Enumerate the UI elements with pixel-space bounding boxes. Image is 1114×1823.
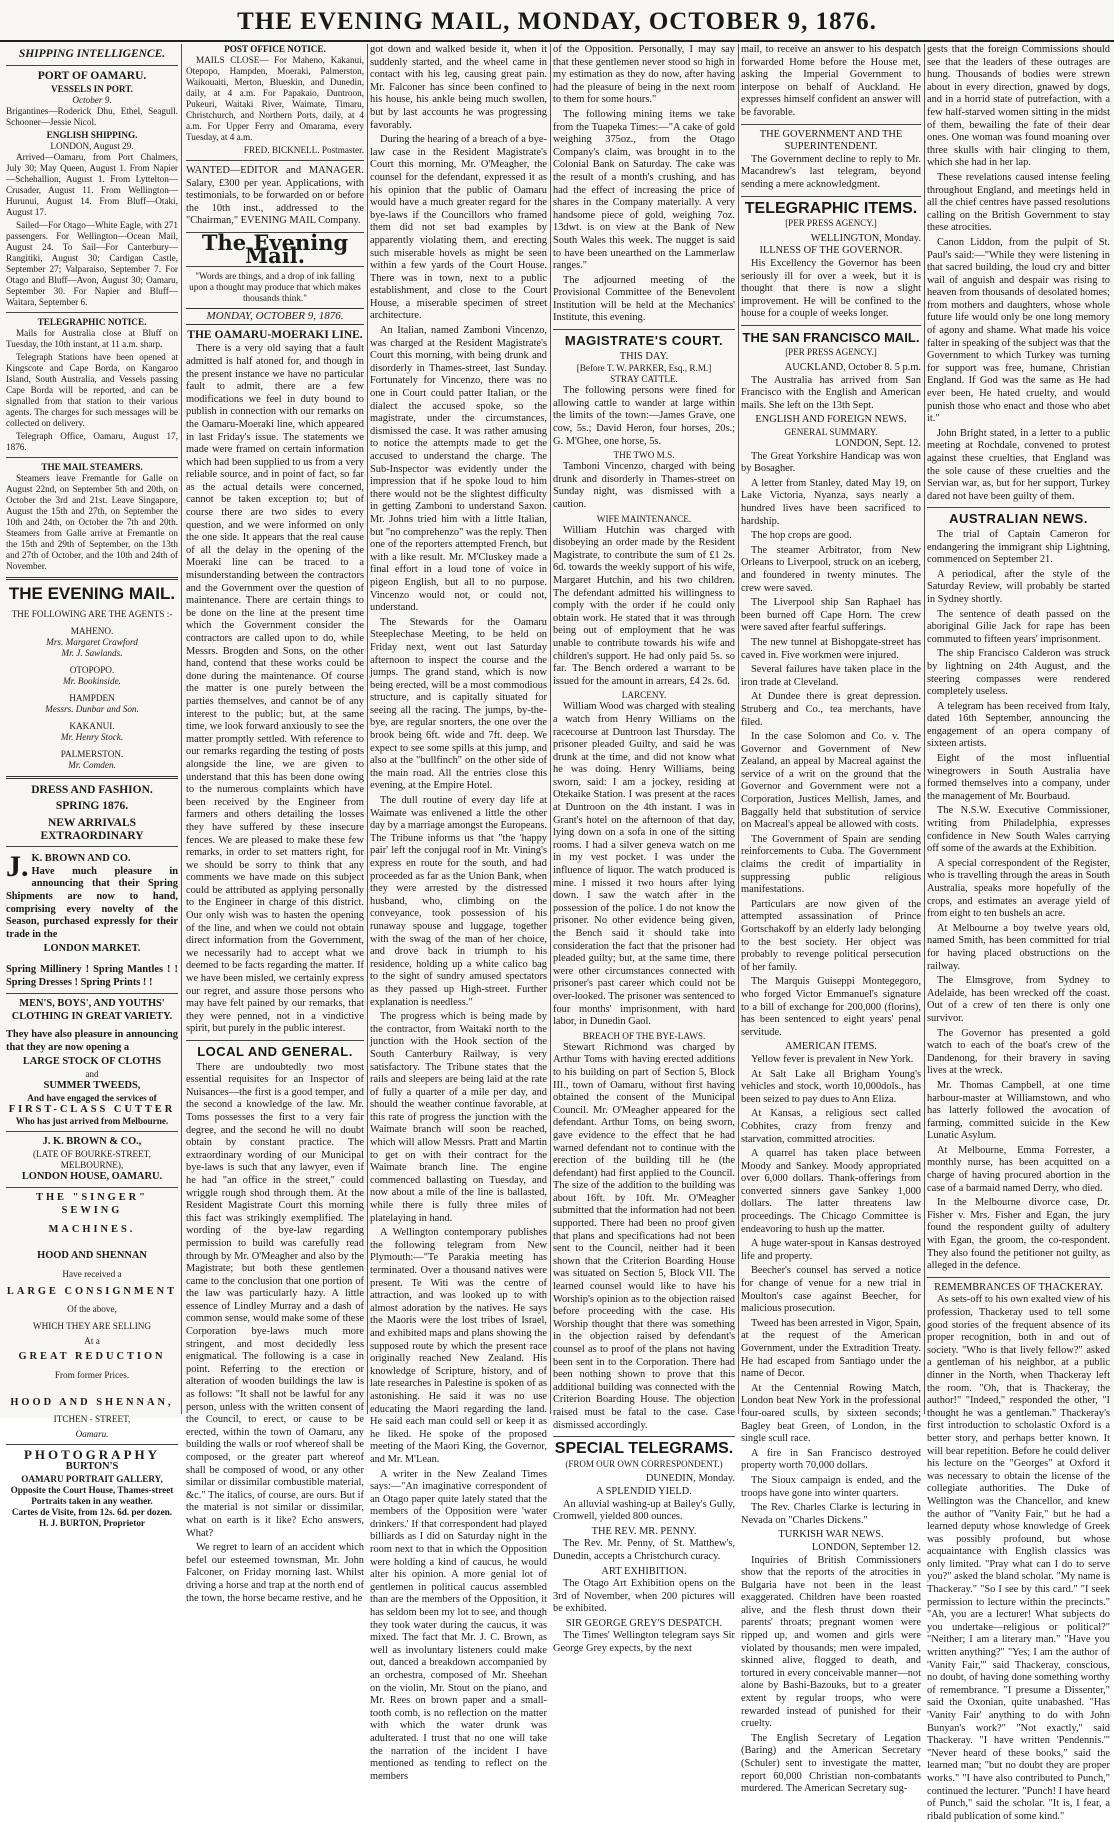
vessels-text: Brigantines—Roderick Dhu, Ethel, Seagull. Schooner—Jessie Nicol.: [6, 106, 178, 128]
agent-town: OTOPOPO.: [69, 664, 115, 675]
agent-name: Messrs. Dunbar and Son.: [45, 703, 139, 714]
san-francisco-text: The Australia has arrived from San Francisco with the English and American mails. She left on the 13th Sept.: [741, 374, 921, 411]
english-shipping-heading: ENGLISH SHIPPING.: [46, 130, 138, 141]
of-above: Of the above,: [67, 1304, 117, 1315]
american-item: The Rev. Charles Clarke is lecturing in Nevada on "Charles Dickens.": [741, 1502, 921, 1526]
london-market: LONDON MARKET.: [43, 943, 141, 955]
american-item: At Salt Lake all Brigham Young's vehicles and stock, worth 10,000dols., has been seized to pay dues to Ann Eliza.: [741, 1068, 921, 1105]
agent-town: HAMPDEN: [69, 692, 115, 703]
telegraphic-notice-text2: Telegraph Stations have been opened at Kingscote and Cape Borda, on Kangaroo Island, South Australia, and Vessels passing Cape Borda will be reported, and can be signalled from that station to their various agents. The charges for such messages will be collected on delivery.: [6, 352, 178, 429]
agent-name: Mr. J. Sawlands.: [61, 647, 123, 658]
australian-item: The ship Francisco Calderon was struck by lightning on 24th August, and the steering compasses were rendered completely useless.: [927, 648, 1110, 698]
press-agency: [PER PRESS AGENCY.]: [785, 347, 877, 358]
news-item: Particulars are now given of the attempted assassination of Prince Gortschakoff by an elderly lady belonging to the best society. Her object was probably to revenge political persecution of her family.: [741, 898, 921, 973]
article-paragraph: During the hearing of a breach of a bye-law case in the Resident Magistrate's Court this morning, Mr. O'Meagher, the counsel for the defendant, expressed it as his opinion that the public of Oamaru would have a much greater regard for the bye-laws if the Councillors who framed them did not set bad examples by apparently violating them, and erecting such miserable hovels as might be seen within a few yards of the Court House. There was in town, next to a public establishment, and close to the Court House, a miserable specimen of street architecture.: [370, 134, 547, 322]
port-heading: PORT OF OAMARU.: [37, 69, 147, 82]
australian-item: Mr. Thomas Campbell, at one time harbour-master at Williamstown, and who has latterly followed the avocation of farming, committed suicide in the Kew Lunatic Asylum.: [927, 1079, 1110, 1142]
hood-shennan-1: HOOD AND SHENNAN: [37, 1250, 147, 1262]
splendid-yield-heading: A SPLENDID YIELD.: [596, 1485, 692, 1497]
agent-name: Mr. Bookinside.: [63, 675, 121, 686]
masthead: [0, 0, 1114, 42]
article-paragraph: A Wellington contemporary publishes the following telegram from New Plymouth:—"Te Parakia meeting has terminated. Over a thousand natives were present. Te Witi was the centre of attraction, and was looked up to with almost adoration by the natives. He says the Maoris were the lost tribes of Israel, and exhibited maps and plans showing the supposed route by which the present race originally reached New Zealand. His knowledge of Scripture, history, and of late researches in Palestine is spoken of as astonishing. He said it was no use educating the Maori regarding the land. He said each man could sell or keep it as he liked. He spoke of the proposed meeting of the Maori King, the Governor, and Mr. M'Lean.: [370, 1227, 547, 1465]
government-text: The Government decline to reply to Mr. Macandrew's last telegram, beyond sending a mere acknowledgment.: [741, 153, 921, 190]
motto: "Words are things, and a drop of ink falling upon a thought may produce that which makes thousands think.": [189, 271, 361, 304]
article-paragraph: A writer in the New Zealand Times says:—"An imaginative correspondent of an Otago paper quite lately stated that the members of the Opposition were 'water drinkers.' If that correspondent had played billiards as I did on Saturday night in the room next to that in which the Opposition were holding a kind of caucus, he would alter his opinion. A more genial lot of gentlemen in political caucus assembled than are the members of the Opposition, it has seldom been my lot to see, and though they took water during the caucus, it was mixed. The fact that Mr. J. C. Brown, as well as involuntary listeners could make out, danced a breakdown accompanied by an orchestra, composed of Mr. Sheehan on the violin, Mr. Stout on the piano, and Mr. Rees on brown paper and a small-tooth comb, is no reflection on the matter with which the water drunk was adulterated. I trust that no one will take the narration of the incident I have mentioned as tending to reflect on the members: [370, 1468, 547, 1782]
australian-item: Eight of the most influential winegrowers in South Australia have formed themselves into a company, under the management of Mr. Bourbaud.: [927, 753, 1110, 802]
london-dateline: LONDON, Sept. 12.: [835, 438, 921, 450]
american-item: A huge water-spout in Kansas destroyed life and property.: [741, 1238, 921, 1262]
american-item: At the Centennial Rowing Match, London beat New York in the professional four-oared sculls, by sixteen seconds; Bagley beat Green, of London, in the single scull race.: [741, 1382, 921, 1445]
vessels-heading: VESSELS IN PORT.: [51, 84, 133, 95]
oamaru-town: Oamaru.: [75, 1428, 109, 1439]
gallery: OAMARU PORTRAIT GALLERY,: [21, 1473, 163, 1484]
shipping-heading: SHIPPING INTELLIGENCE.: [18, 48, 166, 60]
article-paragraph: got down and walked beside it, when it suddenly started, and the wheel came in contact with his leg, causing great pain. Mr. Falconer has since been confined to his house, his ankle being much swollen, but by last accounts he was progressing favorably.: [370, 44, 547, 131]
american-item: The Sioux campaign is ended, and the troops have gone into winter quarters.: [741, 1474, 921, 1499]
column-rule: [367, 44, 368, 1414]
hood-shennan-2: HOOD AND SHENNAN,: [10, 1397, 174, 1408]
vessels-date: October 9.: [72, 95, 112, 106]
dress-heading: DRESS AND FASHION.: [31, 783, 153, 796]
american-item: A quarrel has taken place between Moody and Sankey. Moody appropriated over 6,000 dollars. Thank-offerings from converted sinners gave Sankey 1,000 dollars. The latter threatens law proceedings. The Chicago Committee is endeavoring to hush up the matter.: [741, 1148, 921, 1235]
have-received: Have received a: [62, 1268, 122, 1279]
agents-heading: THE FOLLOWING ARE THE AGENTS :-: [11, 608, 173, 619]
news-item: At Dundee there is great depression. Struberg and Co., tea merchants, have filed.: [741, 691, 921, 728]
itchen-street: ITCHEN - STREET,: [53, 1413, 131, 1424]
news-item: Several failures have taken place in the iron trade at Cleveland.: [741, 664, 921, 688]
own-correspondent: (FROM OUR OWN CORRESPONDENT.): [565, 1458, 723, 1469]
agent-name: Mr. Comden.: [68, 759, 116, 770]
english-arrivals: Arrived—Oamaru, from Port Chalmers, July 30; May Queen, August 1. From Napier—Schehallion, August 1. From Lyttelton—Crusader, August 11. From Wellington—Hurunui, August 14. From Bluff—Otaki, August 17.: [6, 152, 178, 218]
machines-heading: MACHINES.: [48, 1223, 136, 1235]
mail-steamers-heading: THE MAIL STEAMERS.: [41, 462, 143, 473]
column-rule: [181, 44, 182, 1414]
american-item: Beecher's counsel has served a notice for change of venue for a new trial in Moulton's case against Beecher, for malicious prosecution.: [741, 1265, 921, 1315]
news-item: The Great Yorkshire Handicap was won by Bosagher.: [741, 450, 921, 475]
burton-sign: H. J. BURTON, Proprietor: [38, 1517, 145, 1528]
agent-town: PALMERSTON.: [60, 748, 124, 759]
breach-heading: BREACH OF THE BYE-LAWS.: [582, 1030, 706, 1041]
news-item: The Liverpool ship San Raphael has been burned off Cape Horn. The crew were saved after fearful sufferings.: [741, 597, 921, 634]
american-item: Tweed has been arrested in Vigor, Spain, at the request of the American Government, under the Extradition Treaty. He had escaped from Santiago under the name of Decor.: [741, 1317, 921, 1380]
news-item: The Government of Spain are sending reinforcements to Cuba. The Government claims the credit of impartiality in suppressing public religious manifestations.: [741, 833, 921, 896]
cutter-text: FIRST-CLASS CUTTER: [8, 1103, 176, 1115]
larceny-heading: LARCENY.: [621, 690, 667, 701]
oamaru-moeraki-heading: THE OAMARU-MOERAKI LINE.: [187, 328, 363, 341]
australian-item: At Melbourne a boy twelve years old, named Smith, has been committed for trial for having placed obstructions on the railway.: [927, 922, 1110, 972]
two-ms-text: Tamboni Vincenzo, charged with being drunk and disorderly in Thames-street on Sunday night, was dismissed with a caution.: [553, 461, 735, 510]
australian-item: The N.S.W. Executive Commissioner, writing from Philadelphia, expresses confidence in New South Wales carrying off some of the awards at the Exhibition.: [927, 805, 1110, 855]
mail-steamers-text: Steamers leave Fremantle for Galle on August 22nd, on September 5th and 20th, on October the 3rd and 21st. Leave Singapore, August the 15th and 27th, on September the 10th and 24th, on October the 7th and 20th. Steamers from Galle arrive at Fremantle on the 15th and 29th of September, on the 13th and 27th of October, and the 10th and 24th of November.: [6, 473, 178, 572]
local-general-heading: LOCAL AND GENERAL.: [197, 1044, 353, 1059]
wife-maintenance-text: William Hutchin was charged with disobeying an order made by the Resident Magistrate, to contribute the sum of £1 2s. 6d. towards the weekly support of his wife, Margaret Hutchin, and his two children. The defendant admitted his willingness to comply with the order if he could only obtain work. He stated that it was through being out of employment that he was unable to contribute towards his wife and children's support. He had only paid 5s. so far. The Bench ordered a warrant to be issued for the amount in arrears, £4 2s. 6d.: [553, 524, 735, 687]
general-summary: GENERAL SUMMARY.: [784, 427, 878, 438]
australian-item: The Governor has presented a gold watch to each of the boat's crew of the Dandenong, for their bravery in saving lives at the wreck.: [927, 1027, 1110, 1077]
wellington-dateline: WELLINGTON, Monday.: [810, 232, 921, 244]
government-heading: THE GOVERNMENT AND THE SUPERINTENDENT.: [759, 128, 903, 153]
dropcap-j: J.: [6, 850, 29, 884]
summer-tweeds: SUMMER TWEEDS,: [43, 1080, 141, 1092]
stray-cattle-text: The following persons were fined for allowing cattle to wander at large within the limits of the town:—James Grave, one cow, 5s.; David Heron, four horses, 20s.; G. M'Ghee, one horse, 5s.: [553, 385, 735, 447]
article-paragraph: Canon Liddon, from the pulpit of St. Paul's said:—"While they were listening in that sacred building, the loud cry and bitter wail of anguish and despair was rising to heaven from thousands of desolated homes; from mothers and daughters, whose whole future life would only be one long memory of agony and shame. What made his voice falter in speaking of the subject was that the Government to which Turkey was turning for support was free, humane, Christian England. If God was the same as He had ever been, He hated cruelty, and would punish those who enact and those who abet it.": [927, 236, 1110, 425]
telegraphic-notice-sign: Telegraph Office, Oamaru, August 17, 1876.: [6, 431, 178, 453]
article-paragraph: mail, to receive an answer to his despatch forwarded Home before the House met, asking the Imperial Government to interpose on behalf of Auckland. He expresses himself confident an answer will be favorable.: [741, 44, 921, 118]
magistrates-court-heading: MAGISTRATE'S COURT.: [564, 333, 724, 349]
article-paragraph: The progress which is being made by the contractor, from Waitaki north to the junction with the Hook section of the South Canterbury Railway, is very satisfactory. The Tribune states that the rails and sleepers are being laid at the rate of fully a quarter of a mile per day, and should the weather continue favorable, at this rate of progress the junction with the Waimate branch will soon be reached, which will allow Messrs. Pratt and Martin to get on with their contract for the Waimate branch line. The engine commenced ballasting on Tuesday, and now about a mile of the line is ballasted, while there is fully three miles of platelaying in hand.: [370, 1011, 547, 1224]
australian-item: A periodical, after the style of the Saturday Review, will probably be started in Sydney shortly.: [927, 568, 1110, 605]
jk-brown-late: (LATE OF BOURKE-STREET, MELBOURNE),: [33, 1148, 151, 1170]
column-4: [553, 44, 735, 1655]
opposite: Opposite the Court House, Thames-street: [10, 1484, 174, 1495]
before-magistrate: [Before T. W. PARKER, Esq., R.M.]: [576, 363, 712, 374]
telegraphic-notice-text: Mails for Australia close at Bluff on Tuesday, the 10th instant, at 11 a.m. sharp.: [6, 328, 178, 350]
column-rule: [924, 44, 925, 1414]
column-6: [927, 44, 1110, 1822]
agent-town: MAHENO.: [70, 625, 114, 636]
and-text: and: [85, 1069, 99, 1080]
news-item: The steamer Arbitrator, from New Orleans to Liverpool, struck on an iceberg, and foundered in twenty minutes. The crew were saved.: [741, 544, 921, 594]
engaged-text: And have engaged the services of: [27, 1092, 157, 1103]
jk-brown-london: LONDON HOUSE, OAMARU.: [21, 1170, 163, 1182]
spring-items: Spring Millinery ! Spring Mantles ! ! Spring Dresses ! Spring Prints ! !: [6, 963, 178, 988]
agent-town: KAKANUI.: [69, 720, 115, 731]
new-arrivals-heading: NEW ARRIVALS EXTRAORDINARY: [40, 816, 144, 842]
news-item: The new tunnel at Bishopgate-street has caved in. Five workmen were injured.: [741, 636, 921, 661]
australian-item: The trial of Captain Cameron for endangering the immigrant ship Lightning, commenced on September 21.: [927, 528, 1110, 566]
article-paragraph: The Stewards for the Oamaru Steeplechase Meeting, to be held on Friday next, went out last Saturday afternoon to inspect the course and the jumps. The grand stand, which is now being erected, will be a most commodious structure, and is capitally situated for seeing all the racing. The jumps, by-the-bye, are regular snorters, the one over the brook being 6ft. wide and 7ft. deep. We expect to see some spills at this jump, and also at the "bullfinch" on the other side of the main road. All the entries close this evening, at the Empire Hotel.: [370, 616, 547, 792]
photography-heading: PHOTOGRAPHY: [23, 1446, 161, 1462]
jk-brown-heading: K. BROWN AND CO.: [31, 853, 131, 865]
telegraphic-items-heading: TELEGRAPHIC ITEMS.: [744, 199, 918, 217]
turkish-heading: TURKISH WAR NEWS.: [778, 1529, 884, 1541]
news-item: The hop crops are good.: [751, 530, 852, 542]
australian-item: The Elmsgrove, from Sydney to Adelaide, has been wrecked off the coast. Out of a crew of ten there is only one survivor.: [927, 975, 1110, 1024]
two-ms-heading: THE TWO M.S.: [613, 450, 675, 461]
column-5: [741, 44, 921, 1795]
local-general-text2: We regret to learn of an accident which befel our esteemed townsman, Mr. John Falconer, on Friday morning last. Whilst driving a horse and trap at the north end of the town, the horse became restive, and he: [186, 1542, 364, 1604]
san-francisco-heading: THE SAN FRANCISCO MAIL.: [742, 329, 920, 345]
consignment: LARGE CONSIGNMENT: [6, 1285, 178, 1297]
mens-clothing: MEN'S, BOYS', AND YOUTHS' CLOTHING IN GREAT VARIETY.: [11, 998, 173, 1022]
american-heading: AMERICAN ITEMS.: [785, 1041, 877, 1053]
penny-text: The Rev. Mr. Penny, of St. Matthew's, Dunedin, accepts a Christchurch curacy.: [553, 1538, 735, 1562]
portraits: Portraits taken in any weather.: [31, 1495, 153, 1506]
special-telegrams-heading: SPECIAL TELEGRAMS.: [554, 1440, 734, 1458]
art-heading: ART EXHIBITION.: [601, 1565, 687, 1577]
spring-heading: SPRING 1876.: [55, 800, 129, 813]
arrived-text: Who has just arrived from Melbourne.: [15, 1116, 169, 1127]
jk-brown-text: Have much pleasure in announcing that their Spring Shipments are now to hand, comprising every novelty of the Season, purchased expressly for their trade in the: [6, 865, 178, 940]
english-sailed: Sailed—For Otago—White Eagle, with 271 passengers. For Wellington—Ocean Mail, August 24. To Sail—For Canterbury—Rangitiki, August 30; Cardigan Castle, September 27; Valparaiso, September 7. For Otago and Bluff—Avon, August 30; Oamaru, September 30. For Napier and Bluff—Waitara, September 6.: [6, 220, 178, 308]
australian-item: In the Melbourne divorce case, Dr. Fisher v. Mrs. Fisher and Egan, the jury found the respondent guilty of adultery with Egan, the groom, the co-respondent. They also found the petitioner not guilty, as alleged in the defence.: [927, 1197, 1110, 1272]
news-item: In the case Solomon and Co. v. The Governor and Government of New Zealand, an appeal by Macreal against the service of a writ on the ground that the Governor and Government were not a Corporation, Justices Mellish, James, and Baggally held that substitution of service on Macreal's appeal be allowed with costs.: [741, 731, 921, 831]
local-general-text: There are undoubtedly two most essential requisites for an Inspector of Nuisances—the first is a good temper, and the second a knowledge of the law. Mr. Toms possesses the first to a very fair degree, and the second he will no doubt obtain by constant practice. The extraordinary wording of our Municipal bye-laws is such that any lawyer, even if he had "an office in the street," could wriggle rough shod through them. At the Resident Magistrate Court this morning this fact was strikingly exemplified. The wording of the bye-law regarding permission to build was carefully read through by Mr. O'Meagher and also by the Magistrate; but both these gentlemen came to the conclusion that one portion of the law was particularly hazy. A little essence of Lindley Murray and a dash of common sense, would make some of these Corporation bye-laws much more stringent, and most decidedly less enigmatical. The following is a case in point. Referring to the erection or alteration of wooden buildings the law is as follows: "It shall not be lawful for any person, unless with the written consent of the Council, to erect, or cause to be erected, within the town of Oamaru, any building the walls or roof whereof shall be composed, or the greater part whereof shall be composed of wood, or any other similar or dissimilar combustible material, &c." The italics, of course, are ours. But if the material is not similar or dissimilar, what on earth is it like? Echo answers, What?: [186, 1061, 364, 1539]
australian-item: At Melbourne, Emma Forrester, a monthly nurse, has been acquitted on a charge of having procured abortion in the case of a barmaid named Derry, who died.: [927, 1144, 1110, 1194]
australian-item: A special correspondent of the Register, who is travelling through the areas in South Australia, speaks more hopefully of the crops, and estimates an average yield of from eight to ten bushels an acre.: [927, 857, 1110, 920]
article-paragraph: John Bright stated, in a letter to a public meeting at Rochdale, convened to protest against these cruelties, that England was the sole cause of these cruelties and the Servian war, as, but for her support, Turkey dared not have been guilty of them.: [927, 427, 1110, 502]
illness-heading: ILLNESS OF THE GOVERNOR.: [759, 245, 903, 257]
opened-text: They have also pleasure in announcing that they are now opening a: [6, 1029, 178, 1053]
paper-title: The Evening Mail.: [201, 229, 349, 268]
this-day: THIS DAY.: [619, 350, 669, 362]
turkish-item: Inquiries of British Commissioners show that the reports of the atrocities in Bulgaria have not been in the least exaggerated. Children have been roasted alive, and the flesh thrust down their parents' throats; pregnant women were ripped up, and women and girls were violated by thousands; men were impaled, skinned alive, flogged to death, and tortured in every conceivable manner—not alone by Bashi-Bazouks, but to a greater extent by regular troops, who were rewarded instead of punished for their cruelty.: [741, 1554, 921, 1730]
penny-heading: THE REV. MR. PENNY.: [591, 1525, 697, 1537]
column-1: [6, 44, 178, 1528]
at-a: At a: [84, 1336, 100, 1347]
news-item: A letter from Stanley, dated May 19, on Lake Victoria, Nyanza, says nearly a hundred lives have been sacrificed to hardship.: [741, 477, 921, 527]
wanted-ad: WANTED—EDITOR and MANAGER. Salary, £300 per year. Applications, with testimonials, to be forwarded on or before the 10th inst., addressed to the "Chairman," EVENING MAIL Company.: [186, 165, 364, 227]
editorial-date: MONDAY, OCTOBER 9, 1876.: [186, 308, 364, 325]
column-2: [186, 44, 364, 1604]
article-paragraph: gests that the foreign Commissions should see that the leaders of these outrages are hung. Thousands of bodies were strewn about in every direction, gnawed by dogs, and in a horrid state of putrefaction, with a few half-starved women sitting in the midst of them, bewailing the fate of their dear ones. One woman was found moaning over three skulls with hair clinging to them, which she had in her lap.: [927, 44, 1110, 169]
australian-item: A telegram has been received from Italy, dated 16th September, announcing the engagement of an opera company of sixteen artists.: [927, 700, 1110, 750]
post-office-heading: POST OFFICE NOTICE.: [224, 44, 326, 54]
english-foreign-heading: ENGLISH AND FOREIGN NEWS.: [755, 414, 907, 426]
wife-maintenance-heading: WIFE MAINTENANCE.: [596, 513, 692, 524]
column-rule: [550, 44, 551, 1414]
dunedin-dateline: DUNEDIN, Monday.: [645, 1473, 735, 1485]
grey-heading: SIR GEORGE GREY'S DESPATCH.: [565, 1617, 723, 1629]
great-reduction: GREAT REDUCTION: [18, 1351, 166, 1363]
art-text: The Otago Art Exhibition opens on the 3rd of November, when 200 pictures will be exhibited.: [553, 1578, 735, 1615]
agent-name: Mr. Henry Stock.: [60, 731, 124, 742]
evening-mail-heading: THE EVENING MAIL.: [8, 584, 176, 604]
article-paragraph: An Italian, named Zamboni Vincenzo, was charged at the Resident Magistrate's Court this morning, with being drunk and disorderly in Thames-street, last Sunday. Fortunately for Vincenzo, there was no one in Court could patter Italian, or the dialect the accused spoke, so the magistrate, under the circumstances, dismissed the case. It was rather amusing to notice the attempts made to get the accused to understand the charge. The Sub-Inspector was evidently under the impression that if he spoke loud to him there would not be the slightest difficulty in getting Zamboni to understand Saxon. Mr. Johns tried him with a little Italian, but "no comprehenzo" was the reply. Then one of the reporters attempted French, but with a like result. Mr. M'Cluskey made a final effort in a loud tone of voice in pigeon English, but all to no purpose. Vincenzo would not, or could not, understand.: [370, 325, 547, 614]
singer-heading: THE "SINGER" SEWING: [36, 1192, 148, 1217]
splendid-yield-text: An alluvial washing-up at Bailey's Gully, Cromwell, yielded 800 ounces.: [553, 1498, 735, 1523]
article-paragraph: The adjourned meeting of the Provisional Committee of the Benevolent Institution will be held at the Mechanics' Institute, this evening.: [553, 274, 735, 324]
australian-item: The sentence of death passed on the aboriginal Gilie Jack for rape has been commuted to fifteen years' imprisonment.: [927, 608, 1110, 645]
oamaru-moeraki-text: There is a very old saying that a fault admitted is half atoned for, and though in the present instance we have no particular fault to admit, there are a few modifications we feel in duty bound to publish in connection with our remarks on the Oamaru-Moeraki line, which appeared in last Friday's issue. The statements we made were framed on certain information which had been supplied to us from a very reliable source, and in point of fact, so far as the actual details were concerned, cannot be taken exception to; but of course there are two sides to every question, and we were informed on only the one side. It appears that the real cause of all the delay in the opening of the Moeraki line can be traced to a misunderstanding between the contractors and the Government over the question of maintenance. There are certain things to be done on the line at the present time which the Government consider the contractors are called upon to do, while Messrs. Brogden and Sons, on the other hand, contend that these works could be done during the maintenance. Of course the matter is one purely between the parties themselves, and cannot be of any interest to the public; but, at the same time, we look forward anxiously to see the matter promptly settled. With reference to our remarks regarding the testing of posts alongside the line, we are given to understand that this has been done owing to the numerous complaints which have been received by the Engineer from farmers and others detailing the losses they have suffered by these insecure fences. We are pleased to make these few remarks, in order to set matters right, for we should be sorry to think that any comments we have made on this subject could be attributed as applying personally to the Engineer in charge of this district. Our only wish was to hasten the opening of the line, and when we could not obtain direct information from the Government, we necessarily had to accept what we deemed to be facts regarding the matter. If we have been misled, we certainly express our regret, and assure those persons who may have felt pained by our remarks, that they were penned, not in a vindictive spirit, but purely in the public interest.: [186, 343, 364, 1035]
australian-news-heading: AUSTRALIAN NEWS.: [949, 511, 1088, 527]
thackeray-heading: REMEMBRANCES OF THACKERAY.: [934, 1281, 1103, 1293]
post-office-sign: FRED. BICKNELL. Postmaster.: [243, 145, 364, 155]
post-office-text: MAILS CLOSE— For Maheno, Kakanui, Otepopo, Hampden, Moeraki, Palmerston, Waikouaiti, Merton, Blueskin, and Dunedin, daily, at 4 a.m. For Papakaio, Duntroon, Pukeuri, Waitaki River, Waimate, Timaru, Christchurch, and Northern Ports, daily, at 4 a.m. For Upper Ferry and Omarama, every Tuesday, at 4 a.m.: [186, 55, 364, 142]
american-item: Yellow fever is prevalent in New York.: [751, 1053, 914, 1065]
article-paragraph: These revelations caused intense feeling throughout England, and meetings held in all the chief centres have passed resolutions calling on the British Government to stay these atrocities.: [927, 171, 1110, 234]
burtons: BURTON'S: [65, 1461, 119, 1473]
masthead-title: THE EVENING MAIL, MONDAY, OCTOBER 9, 1876.: [237, 8, 877, 35]
american-item: At Kansas, a religious sect called Cobhites, crazy from frenzy and starvation, committed atrocities.: [741, 1108, 921, 1145]
breach-text: Stewart Richmond was charged by Arthur Toms with having erected additions to his building on part of Section 5, Block III., town of Oamaru, without first having obtained the consent of the Municipal Council. Mr. O'Meagher appeared for the defendant. Arthur Toms, on being sworn, gave evidence to the effect that he had warned defendant not to continue with the erection of the building till he (the defendant) had first applied to the Council. The size of the addition to the building was about 16ft. by 10ft. Mr. O'Meagher submitted that the information had not been supported. There had been no proof given that plans and specifications had not been sent to the Council, neither had it been shown that the Criterion Boarding House was situated on Section 5, Block VII. The learned counsel would like to have his Worship's opinion as to the objection raised before proceeding with the case. His Worship thought that there was something in the objection raised by defendant's counsel as to proof of the plans not having been sent in to the Corporation. There had been nothing shown to prove that this additional building was connected with the Criterion Boarding House. The objection raised must be fatal to the case. Case dismissed accordingly.: [553, 1041, 735, 1431]
larceny-text: William Wood was charged with stealing a watch from Henry Williams on the racecourse at Duntroon last Thursday. The prisoner pleaded Guilty, and said he was drunk at the time, and did not know what he was doing. Henry Williams, being sworn, said: I am a jockey, residing at Otekaike Station. I was present at the races at Duntroon on the 4th instant. I was in Grant's hotel on the afternoon of that day, lying down on a sofa in one of the sitting rooms. I had a silver geneva watch on me in my vest pocket. I was under the influence of liquor. The watch produced is mine. I missed it two hours after lying down. I saw the watch after in the possession of the police. I do not know the prisoner. No other evidence being given, the Bench said it should take into consideration the fact that the prisoner had pleaded guilty; but, at the same time, there were other circumstances connected with prisoner's past career which could not be over-looked. The prisoner was sentenced to four months' imprisonment, with hard labor, in Dunedin Gaol.: [553, 701, 735, 1028]
turkish-item: The English Secretary of Legation (Baring) and the American Secretary (Schuler) sent to investigate the matter, report 60,000 Christian non-combatants murdered. The American Secretary sug-: [741, 1732, 921, 1795]
agent-name: Mrs. Margaret Crawford: [46, 636, 138, 647]
turkish-dateline: LONDON, September 12.: [811, 1541, 921, 1553]
american-item: A fire in San Francisco destroyed property worth 70,000 dollars.: [741, 1447, 921, 1472]
which-selling: WHICH THEY ARE SELLING: [32, 1321, 152, 1332]
english-date: LONDON, August 29.: [50, 141, 134, 152]
column-rule: [738, 44, 739, 1414]
large-stock: LARGE STOCK OF CLOTHS: [22, 1056, 162, 1068]
illness-text: His Excellency the Governor has been seriously ill for over a week, but it is thought that there is now a slight improvement. He will be confined to the house for a couple of weeks longer.: [741, 257, 921, 320]
press-agency: [PER PRESS AGENCY.]: [785, 218, 877, 229]
grey-text: The Times' Wellington telegram says Sir George Grey expects, by the next: [553, 1630, 735, 1655]
former-prices: From former Prices.: [54, 1370, 130, 1380]
article-paragraph: of the Opposition. Personally, I may say that these gentlemen never stood so high in my estimation as they do now, after having had the pleasure of being in the next room to them for some hours.": [553, 44, 735, 106]
jk-brown-sign: J. K. BROWN & CO.,: [42, 1136, 142, 1148]
telegraphic-notice-heading: TELEGRAPHIC NOTICE.: [37, 317, 147, 328]
news-item: The Marquis Guiseppi Montegegoro, who forged Victor Emmanuel's signature to a bill of exchange for 200,000 (florins), has been sentenced to eight years' penal servitude.: [741, 976, 921, 1038]
article-paragraph: The following mining items we take from the Tuapeka Times:—"A cake of gold weighing 375oz., from the Otago Company's claim, was brought in to the Colonial Bank on Saturday. The cake was the result of a month's crushing, and has had the effect of increasing the price of shares in the Company materially. A very handsome piece of gold, weighing 7oz. 13dwt. is on view at the Bank of New South Wales this week. The nugget is said to have been unearthed on the Lammerlaw ranges.": [553, 108, 735, 272]
cartes: Cartes de Visite, from 12s. 6d. per dozen.: [11, 1506, 173, 1517]
auckland-dateline: AUCKLAND, October 8. 5 p.m.: [784, 362, 921, 374]
column-3: [370, 44, 547, 1782]
thackeray-text: As sets-off to his own exalted view of his profession, Thackeray used to tell some good stories of the frequent absence of its proper recognition, both in and out of society. "Who is that lively fellow?" asked a gentleman of his neighbor, at a public dinner in the North, when Thackeray left the room. "Oh, that is Thackeray, the author!" "Indeed," responded the other, "I thought he was a gentleman." Thackeray's first introduction to scholastic Oxford is a better story, and perhaps better known. It will bear repetition. Before he could deliver his lecture on the "Georges" at Oxford it was necessary to obtain the license of the collegiate authorities. The Duke of Wellington was the Chancellor, and knew the author of "Vanity Fair," but he had a learned deputy whose knowledge of Greek was possibly profound, but whose acquaintance with English classics was only limited. "Pray what can I do to serve you?" asked the bland scholar. "My name is Thackeray." "So I see by this card." "I seek permission to lecture within the precincts." "Ah, you are a lecturer! What subjects do you undertake—religious or political?" "Neither; I am a literary man." "Have you written anything?" "Yes; I am the author of 'Vanity Fair,'" said Thackeray, conscious, no doubt, of having done something worthy of remembrance. "I presume a Dissenter," said the Oxonian, quite unabashed. "Has 'Vanity Fair' anything to do with John Bunyan's work?" "Not exactly," said Thackeray. "I have written 'Pendennis.'" "Never heard of these books," said the learned man; "but no doubt they are proper works." "I have also contributed to Punch," continued the lecturer. "Punch! I have heard of Punch," said the scholar. "It is, I fear, a ribald publication of some kind.": [927, 1294, 1110, 1822]
article-paragraph: The dull routine of every day life at Waimate was enlivened a little the other day by a marriage amongst the Europeans. The Tribune informs us that "the 'happy pair' left the conjugal roof in Mr. Vining's express en route for the south, and had proceeded as far as the Union Bank, when they were arrested by the distressed husband, who, climbing on the conveyance, took possession of his runaway spouse and luggage, together with the swag of the man of her choice, and drove back in triumph to his residence, holding up a white calico bag to the sight of sundry amused spectators as they passed up High-street. Further explanation is needless.": [370, 795, 547, 1008]
stray-cattle-heading: STRAY CATTLE.: [610, 374, 678, 385]
